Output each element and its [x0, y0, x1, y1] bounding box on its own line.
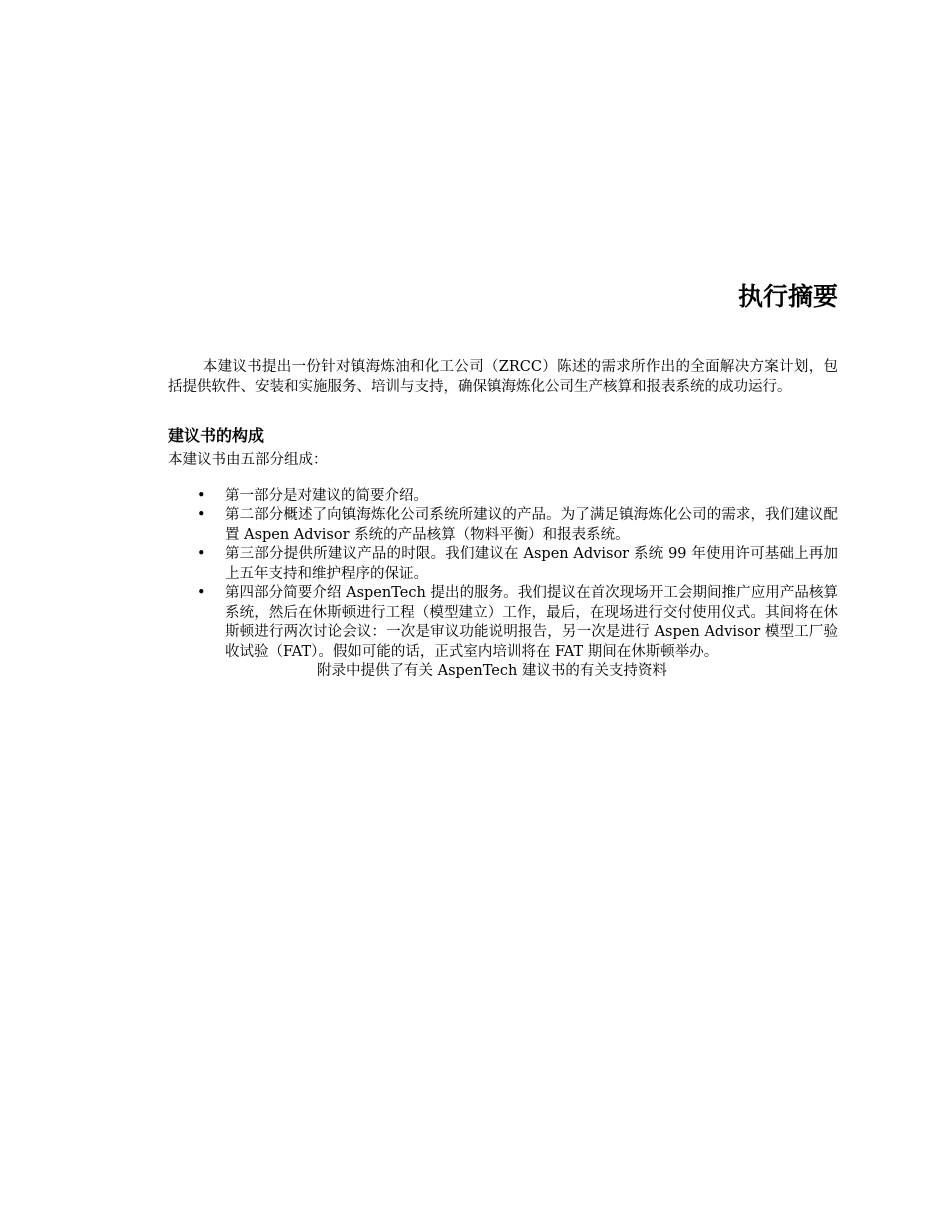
- list-item: [168, 506, 838, 545]
- list-item-text: 第四部分简要介绍 AspenTech 提出的服务。我们提议在首次现场开工会期间推广应用产品核算系统，然后在休斯顿进行工程（模型建立）工作，最后，在现场进行交付使用仪式。其间将在休斯顿进行两次讨论会议：一次是审议功能说明报告，另一次是进行 Aspen Advisor 模型工厂验收试验（FAT）。假如可能的话，正式室内培训将在 FAT 期间在休斯顿举办。: [225, 585, 838, 660]
- appendix-note: 附录中提供了有关 AspenTech 建议书的有关支持资料: [317, 663, 667, 679]
- bullet-icon: •: [197, 507, 206, 523]
- list-item-text: 第一部分是对建议的简要介绍。: [225, 487, 428, 504]
- list-item: [168, 545, 838, 584]
- list-item-text: 第三部分提供所建议产品的时限。我们建议在 Aspen Advisor 系统 99 年使用许可基础上再加上五年支持和维护程序的保证。: [225, 546, 838, 582]
- bullet-icon: •: [197, 585, 206, 601]
- bullet-icon: •: [197, 487, 206, 504]
- section-list: [168, 487, 838, 663]
- section-lead: 本建议书由五部分组成：: [168, 452, 328, 468]
- list-item-text: 第二部分概述了向镇海炼化公司系统所建议的产品。为了满足镇海炼化公司的需求，我们建议配置 Aspen Advisor 系统的产品核算（物料平衡）和报表系统。: [225, 507, 838, 543]
- list-item: [168, 487, 838, 507]
- page-title: 执行摘要: [737, 282, 838, 311]
- list-item: [168, 584, 838, 662]
- intro-paragraph: 本建议书提出一份针对镇海炼油和化工公司（ZRCC）陈述的需求所作出的全面解决方案计划，包括提供软件、安装和实施服务、培训与支持，确保镇海炼化公司生产核算和报表系统的成功运行。: [168, 359, 838, 395]
- document-body: [168, 358, 838, 682]
- bullet-icon: •: [197, 546, 206, 562]
- section-heading: 建议书的构成: [168, 426, 265, 445]
